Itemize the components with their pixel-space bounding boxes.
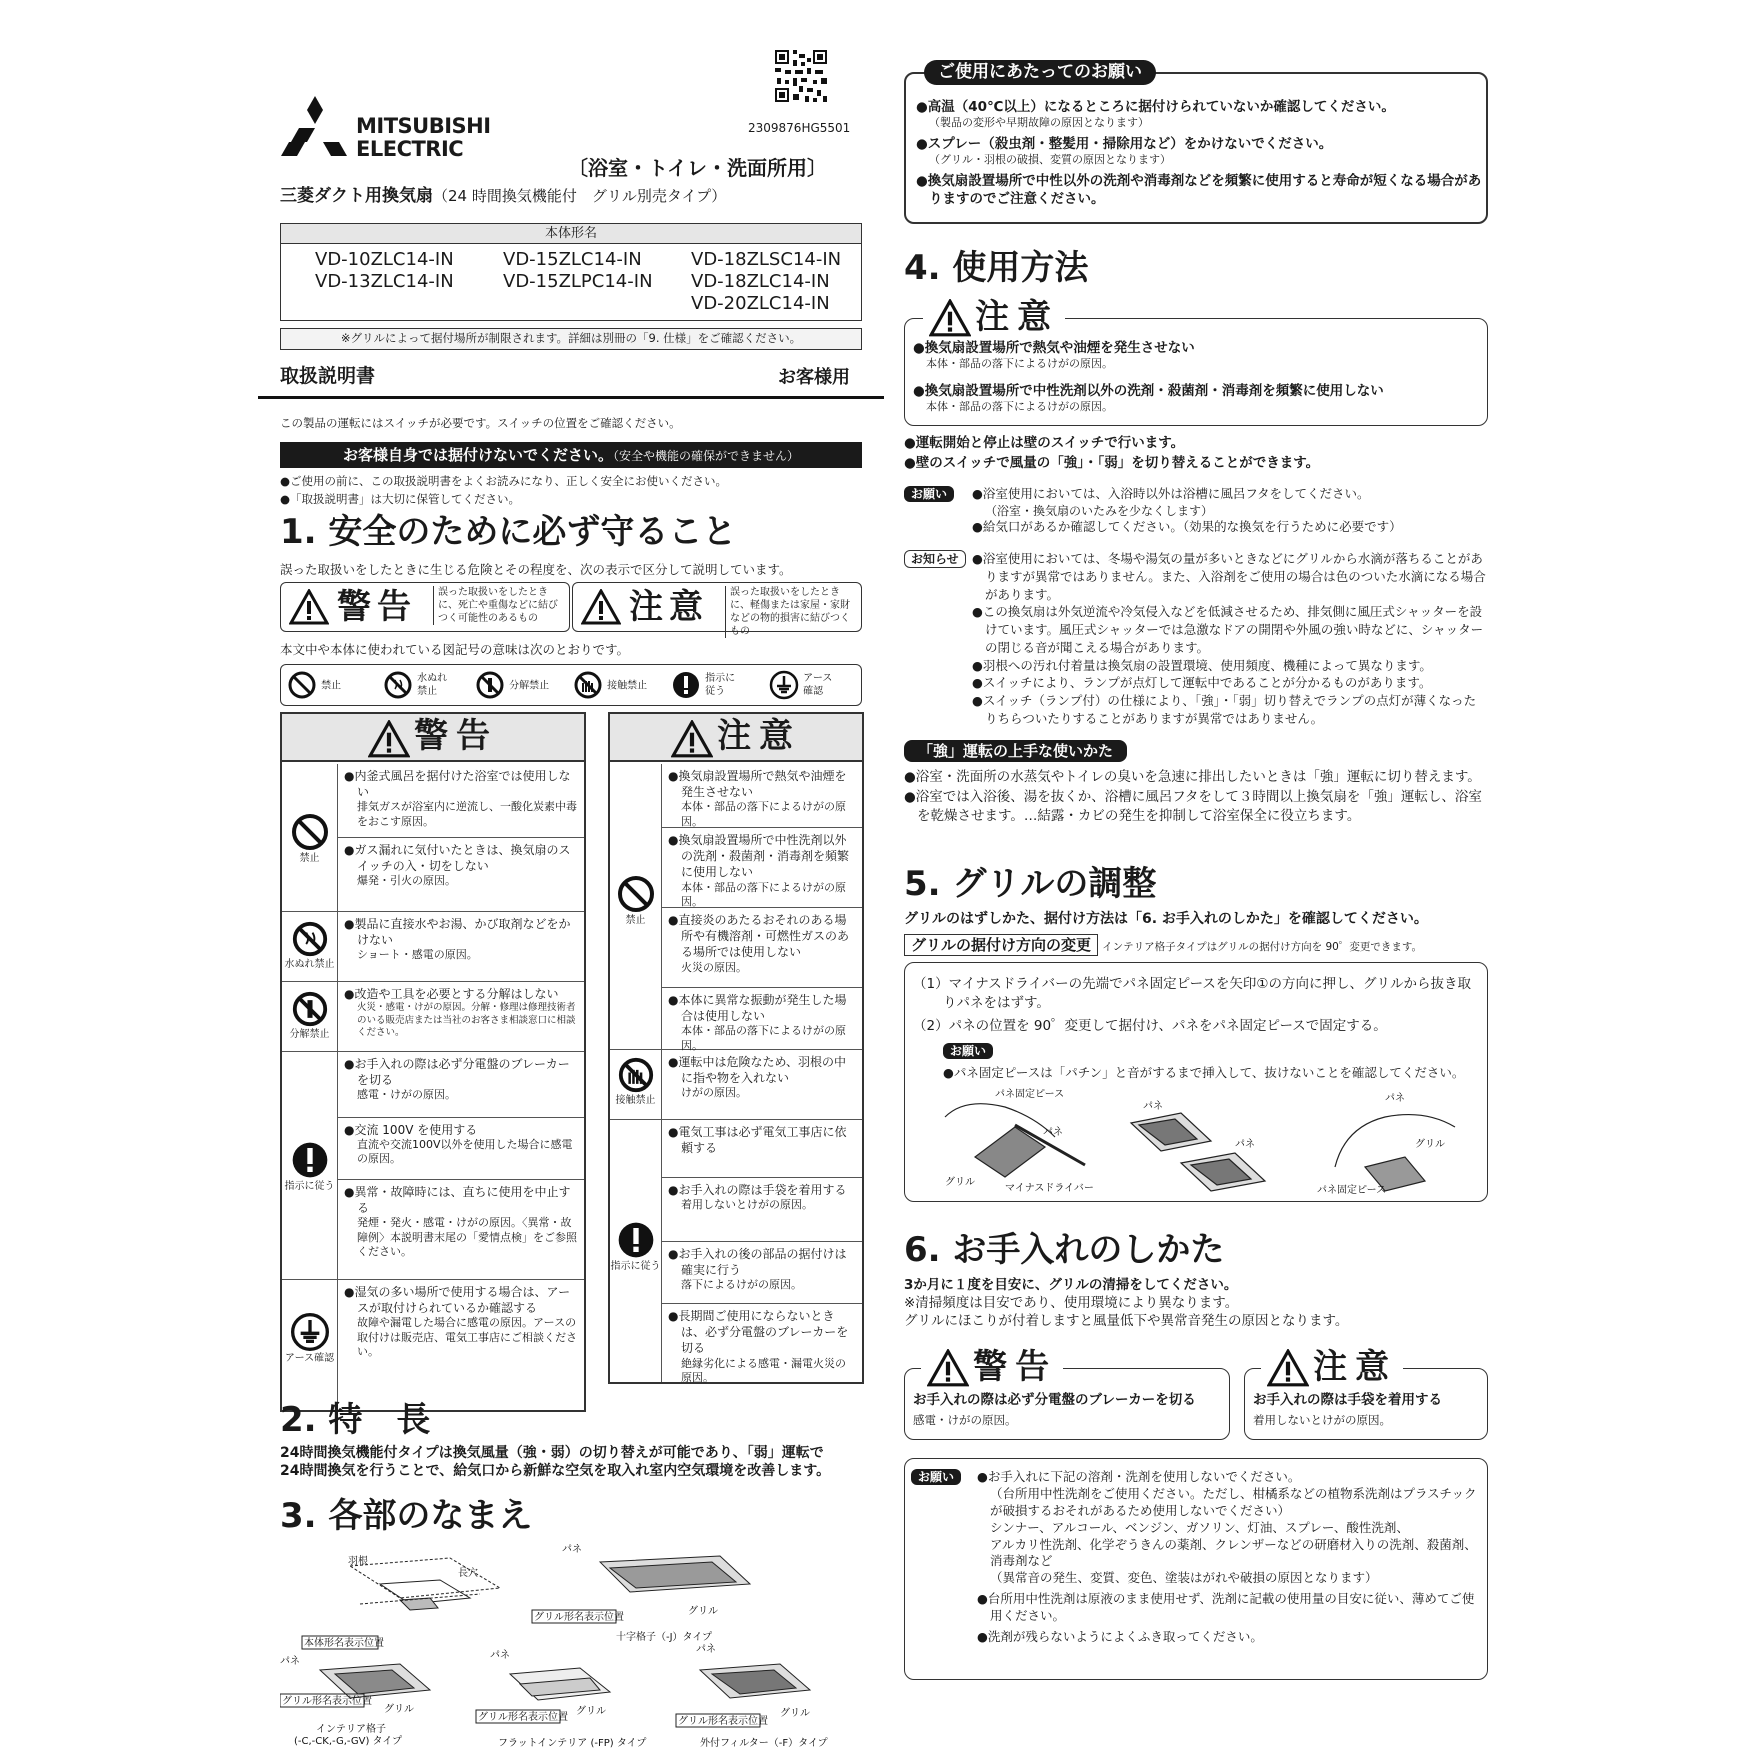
no-disassemble-icon bbox=[291, 990, 329, 1028]
s6-item-0-list-2: 消毒剤など bbox=[990, 1553, 1053, 1569]
s6-item-2: ●洗剤が残らないようによくふき取ってください。 bbox=[977, 1628, 1263, 1644]
sym-prohibit: 禁止 bbox=[287, 670, 375, 700]
s5-steps bbox=[913, 975, 1479, 1036]
s4-caut-1-note: 本体・部品の落下によるけがの原因。 bbox=[926, 400, 1113, 414]
symbol-legend bbox=[280, 664, 862, 706]
fig-label-7: グリル bbox=[1415, 1139, 1445, 1150]
product-sub: （24 時間換気機能付 グリル別売タイプ） bbox=[433, 187, 727, 205]
label-grill-3: グリル bbox=[576, 1706, 606, 1717]
s5-tag-text: ●パネ固定ピースは「パチン」と音がするまで挿入して、抜けないことを確認してください。 bbox=[943, 1065, 1465, 1080]
s6-caution-text: お手入れの際は手袋を着用する bbox=[1253, 1392, 1442, 1408]
warn-grp-earth: アース確認 bbox=[282, 1280, 338, 1410]
onegai-0-note: （浴室・換気扇のいたみを少なくします） bbox=[985, 503, 1214, 518]
caut-item-8: ●長期間ご使用にならないときは、必ず分電盤のブレーカーを切る 絶縁劣化による感電・漏電火災の原因。 bbox=[668, 1309, 849, 1384]
no-disassemble-icon bbox=[475, 670, 505, 700]
intro-list bbox=[280, 474, 870, 507]
warn-grp-mandatory: 指示に従う bbox=[282, 1052, 338, 1280]
caut-grp-no-touch: 接触禁止 bbox=[610, 1050, 662, 1120]
sym-no-water: 水ぬれ禁止 bbox=[383, 670, 473, 700]
s4-op-0: ●運転開始と停止は壁のスイッチで行います。 bbox=[904, 435, 1185, 451]
s5-tag: お願い bbox=[943, 1043, 993, 1059]
s6-item-1: ●台所用中性洗剤は原液のまま使用せず、洗剤に記載の使用量の目安に従い、薄めてご使用ください。 bbox=[977, 1591, 1475, 1623]
caut-item-7: ●お手入れの後の部品の据付けは確実に行う 落下によるけがの原因。 bbox=[662, 1242, 862, 1304]
manual-title: 取扱説明書 bbox=[280, 365, 376, 387]
header-rule bbox=[258, 396, 884, 399]
s6-caution-note: 着用しないとけがの原因。 bbox=[1253, 1413, 1391, 1427]
request-box bbox=[904, 62, 1488, 224]
s6-lead bbox=[904, 1276, 1348, 1331]
req-1: ●スプレー（殺虫剤・整髪用・掃除用など）をかけないでください。 bbox=[916, 136, 1333, 153]
model-4: VD-18ZLSC14-IN bbox=[691, 249, 842, 270]
oshirase-0: ●浴室使用においては、冬場や湯気の量が多いときなどにグリルから水滴が落ちることがありますが異常ではありません。また、入浴剤をご使用の場合は色のついた水滴になる場合があります。 bbox=[972, 551, 1486, 602]
caut-grp-prohibit: 禁止 bbox=[610, 764, 662, 1050]
s6-caution-box bbox=[1244, 1347, 1488, 1440]
s5-step-2: （2）パネの位置を 90゜変更して据付け、パネをパネ固定ピースで固定する。 bbox=[913, 1017, 1387, 1034]
s4-onegai bbox=[904, 486, 1488, 536]
usage-heading: 〔浴室・トイレ・洗面所用〕 bbox=[568, 156, 827, 180]
caut-item-1: ●換気扇設置場所で中性洗剤以外の洗剤・殺菌剤・消毒剤を頻繁に使用しない 本体・部品の落下によるけがの原因。 bbox=[662, 828, 862, 908]
fig-label-3: マイナスドライバー bbox=[1005, 1183, 1094, 1194]
warn-item-6: ●異常・故障時には、直ちに使用を中止する 発煙・発火・感電・けがの原因。〈異常・故障例〉本説明書末尾の「愛情点検」をご参照ください。 bbox=[338, 1180, 584, 1280]
warning-table-header: 警告 bbox=[282, 714, 584, 762]
s5-title: 5. グリルの調整 bbox=[904, 864, 1157, 904]
s6-item-0-list-0: シンナー、アルコール、ベンジン、ガソリン、灯油、スプレー、酸性洗剤、 bbox=[990, 1519, 1409, 1535]
warning-triangle-icon bbox=[581, 589, 621, 625]
s4-caution-items bbox=[913, 339, 1473, 415]
warn-item-2: ●製品に直接水やお湯、かび取剤などをかけない ショート・感電の原因。 bbox=[338, 912, 584, 982]
model-1: VD-13ZLC14-IN bbox=[315, 271, 454, 292]
caution-table bbox=[608, 712, 864, 1384]
caution-table-header: 注意 bbox=[610, 714, 862, 762]
s6-warning-note: 感電・けがの原因。 bbox=[913, 1413, 1017, 1427]
prohibit-icon bbox=[287, 670, 317, 700]
s5-lead: グリルのはずしかた、据付け方法は「6. お手入れのしかた」を確認してください。 bbox=[904, 911, 1428, 927]
brand-line1: MITSUBISHI bbox=[356, 114, 491, 138]
s6-item-0-list-1: アルカリ性洗剤、化学ぞうきんの薬剤、クレンザーなどの研磨材入りの洗剤、殺菌剤、 bbox=[990, 1536, 1477, 1552]
label-grill-name-3: グリル形名表示位置 bbox=[478, 1712, 568, 1723]
label-grill-name-1: グリル形名表示位置 bbox=[534, 1612, 624, 1623]
caut-item-6: ●お手入れの際は手袋を着用する 着用しないとけがの原因。 bbox=[662, 1178, 862, 1242]
warn-grp-no-disassemble: 分解禁止 bbox=[282, 982, 338, 1052]
model-0: VD-10ZLC14-IN bbox=[315, 249, 454, 270]
fig-label-8: パネ固定ピース bbox=[1317, 1185, 1387, 1196]
oshirase-1: ●この換気扇は外気逆流や冷気侵入などを低減させるため、排気側に風圧式シャッターを設けています。風圧式シャッターでは急激なドアの開閉や外風の強い時などに、シャッターの閉じる音が聞こえる場合があります。 bbox=[972, 604, 1484, 655]
fig-label-4: パネ bbox=[1143, 1101, 1163, 1112]
s6-title: 6. お手入れのしかた bbox=[904, 1230, 1225, 1270]
s6-warning-text: お手入れの際は必ず分電盤のブレーカーを切る bbox=[913, 1392, 1196, 1408]
warn-grp-prohibit: 禁止 bbox=[282, 764, 338, 912]
earth-icon bbox=[769, 670, 799, 700]
no-touch-icon bbox=[573, 670, 603, 700]
model-header: 本体形名 bbox=[281, 224, 861, 244]
warn-item-4: ●お手入れの際は必ず分電盤のブレーカーを切る 感電・けがの原因。 bbox=[338, 1052, 584, 1118]
grill-adjust-figure bbox=[935, 1087, 1475, 1199]
s5-step-1: （1）マイナスドライバーの先端でパネ固定ピースを矢印①の方向に押し、グリルから抜き取りパネをはずす。 bbox=[913, 976, 1471, 1011]
label-nagaana: 長穴 bbox=[458, 1568, 478, 1579]
symbol-lead: 本文中や本体に使われている図記号の意味は次のとおりです。 bbox=[280, 642, 630, 657]
s2-text: 24時間換気機能付タイプは換気風量（強・弱）の切り替えが可能であり、「弱」運転で 24時間換気を行うことで、給気口から新鮮な空気を取入れ室内空気環境を改善します。 bbox=[280, 1445, 831, 1480]
s6-tag: お願い bbox=[911, 1469, 961, 1485]
warning-triangle-icon bbox=[368, 720, 410, 758]
warning-triangle-icon bbox=[927, 1349, 969, 1387]
caut-item-5: ●電気工事は必ず電気工事店に依頼する bbox=[662, 1120, 862, 1178]
warning-triangle-icon bbox=[671, 720, 713, 758]
brand-line2: ELECTRIC bbox=[356, 137, 464, 161]
product-main: 三菱ダクト用換気扇 bbox=[280, 186, 433, 206]
caut-item-3: ●本体に異常な振動が発生した場合は使用しない 本体・部品の落下によるけがの原因。 bbox=[662, 988, 862, 1050]
label-flat-type: フラットインテリア (-FP) タイプ bbox=[498, 1738, 647, 1749]
fig-label-2: グリル bbox=[945, 1177, 975, 1188]
sym-no-disassemble: 分解禁止 bbox=[475, 670, 569, 700]
warn-item-3: ●改造や工具を必要とする分解はしない 火災・感電・けがの原因。分解・修理は修理技術者のいる販売店または当社のお客さま相談窓口に相談ください。 bbox=[338, 982, 584, 1052]
s6-lead-0: 3か月に１度を目安に、グリルの清掃をしてください。 bbox=[904, 1277, 1238, 1293]
s6-warning-box bbox=[904, 1347, 1230, 1440]
caut-item-0: ●換気扇設置場所で熱気や油煙を発生させない 本体・部品の落下によるけがの原因。 bbox=[662, 764, 862, 828]
model-table bbox=[280, 223, 862, 321]
label-grill-4: グリル bbox=[780, 1708, 810, 1719]
onegai-1: ●給気口があるか確認してください。（効果的な換気を行うために必要です） bbox=[972, 519, 1402, 535]
label-grill-2: グリル bbox=[384, 1704, 414, 1715]
tips-title: 「強」運転の上手な使いかた bbox=[904, 740, 1127, 762]
tip-1: ●浴室では入浴後、湯を抜くか、浴槽に風呂フタをして３時間以上換気扇を「強」運転し、浴室を乾燥させます。…結露・カビの発生を抑制して浴室保全に役立ちます。 bbox=[904, 788, 1482, 825]
oshirase-2: ●羽根への汚れ付着量は換気扇の設置環境、使用頻度、機種によって異なります。 bbox=[972, 657, 1432, 673]
onegai-tag: お願い bbox=[904, 486, 954, 502]
warn-item-1: ●ガス漏れに気付いたときは、換気扇のスイッチの入・切をしない 爆発・引火の原因。 bbox=[338, 838, 584, 912]
warn-item-7: ●湿気の多い場所で使用する場合は、アースが取付けられているか確認する 故障や漏電した場合に感電の原因。アースの取付けは販売店、電気工事店にご相談ください。 bbox=[344, 1285, 577, 1358]
caut-item-4: ●運転中は危険なため、羽根の中に指や物を入れない けがの原因。 bbox=[662, 1050, 862, 1120]
label-interior-type: (-C,-CK,-G,-GV) タイプ bbox=[294, 1736, 403, 1747]
caut-grp-mandatory: 指示に従う bbox=[610, 1120, 662, 1382]
s1-lead: 誤った取扱いをしたときに生じる危険とその程度を、次の表示で区分して説明しています。 bbox=[280, 562, 792, 577]
grill-note: ※グリルによって据付場所が制限されます。詳細は別冊の「9. 仕様」をご確認ください。 bbox=[280, 328, 862, 350]
no-touch-icon bbox=[617, 1056, 655, 1094]
label-body-name: 本体形名表示位置 bbox=[304, 1638, 384, 1649]
warn-item-5: ●交流 100V を使用する 直流や交流100V以外を使用した場合に感電の原因。 bbox=[338, 1118, 584, 1180]
s2-title: 2. 特 長 bbox=[280, 1400, 431, 1440]
s4-caution-box bbox=[904, 297, 1488, 426]
s6-item-0-note: （台所用中性洗剤をご使用ください。ただし、柑橘系などの植物系洗剤はプラスチックが破損するおそれがあるため使用しないでください） bbox=[990, 1485, 1477, 1518]
req-2: ●換気扇設置場所で中性以外の洗剤や消毒剤などを頻繁に使用すると寿命が短くなる場合がありますのでご注意ください。 bbox=[916, 173, 1482, 208]
s6-items bbox=[977, 1469, 1481, 1646]
install-banner-text: お客様自身では据付けないでください。 bbox=[342, 446, 613, 464]
tips-list bbox=[904, 768, 1488, 827]
label-pane-4: パネ bbox=[696, 1644, 716, 1655]
mandatory-icon bbox=[616, 1220, 656, 1260]
label-pane-3: パネ bbox=[490, 1650, 510, 1661]
s4-oshirase bbox=[904, 550, 1488, 728]
req-1-note: （グリル・羽根の破損、変質の原因となります） bbox=[929, 153, 1171, 167]
oshirase-3: ●スイッチにより、ランプが点灯して運転中であることが分かるものがあります。 bbox=[972, 675, 1432, 691]
req-0: ●高温（40℃以上）になるところに据付けられていないか確認してください。 bbox=[916, 99, 1395, 115]
parts-figure bbox=[280, 1544, 880, 1750]
label-pane-1: パネ bbox=[562, 1544, 582, 1555]
intro-0: ●ご使用の前に、この取扱説明書をよくお読みになり、正しく安全にお使いください。 bbox=[280, 474, 728, 488]
s3-title: 3. 各部のなまえ bbox=[280, 1496, 533, 1536]
warn-item-0: ●内釜式風呂を据付けた浴室では使用しない 排気ガスが浴室内に逆流し、一酸化炭素中毒をおこす原因。 bbox=[338, 764, 584, 838]
install-banner bbox=[280, 442, 862, 468]
onegai-0: ●浴室使用においては、入浴時以外は浴槽に風呂フタをしてください。 bbox=[972, 486, 1370, 501]
customer-label: お客様用 bbox=[778, 367, 850, 388]
model-2: VD-15ZLC14-IN bbox=[503, 249, 642, 270]
warning-triangle-icon bbox=[929, 299, 971, 337]
model-6: VD-20ZLC14-IN bbox=[691, 293, 830, 314]
warn-grp-no-water: 水ぬれ禁止 bbox=[282, 912, 338, 982]
s5-box-title: グリルの据付け方向の変更 インテリア格子タイプはグリルの据付け方向を 90゜変更できます。 bbox=[904, 934, 1422, 956]
doc-code: 2309876HG5501 bbox=[748, 121, 851, 135]
mandatory-icon bbox=[671, 670, 701, 700]
fig-label-0: パネ固定ピース bbox=[995, 1089, 1065, 1100]
fig-label-1: パネ bbox=[1043, 1127, 1063, 1138]
legend-caution-desc: 誤った取扱いをしたときに、軽傷または家屋・家財などの物的損害に結びつくもの bbox=[725, 586, 857, 638]
oshirase-tag: お知らせ bbox=[904, 550, 966, 568]
install-banner-sub: （安全や機能の確保ができません） bbox=[613, 449, 800, 463]
sym-earth: アース確認 bbox=[769, 670, 859, 700]
fig-label-5: パネ bbox=[1235, 1139, 1255, 1150]
prohibit-icon bbox=[290, 812, 330, 852]
req-0-note: （製品の変形や早期故障の原因となります） bbox=[929, 116, 1149, 130]
warning-triangle-icon bbox=[289, 589, 329, 625]
switch-note: この製品の運転にはスイッチが必要です。スイッチの位置をご確認ください。 bbox=[280, 416, 681, 430]
sym-mandatory: 指示に従う bbox=[671, 670, 765, 700]
intro-1: ●「取扱説明書」は大切に保管してください。 bbox=[280, 491, 521, 506]
label-filter-type: 外付フィルター（-F）タイプ bbox=[700, 1738, 828, 1749]
parts-diagram bbox=[280, 1544, 880, 1750]
warning-table bbox=[280, 712, 586, 1412]
prohibit-icon bbox=[616, 874, 656, 914]
mandatory-icon bbox=[290, 1140, 330, 1180]
s1-title: 1. 安全のために必ず守ること bbox=[280, 512, 737, 552]
s4-caut-1: ●換気扇設置場所で中性洗剤以外の洗剤・殺菌剤・消毒剤を頻繁に使用しない bbox=[913, 383, 1384, 400]
fig-label-6: パネ bbox=[1385, 1093, 1405, 1104]
product-title bbox=[280, 185, 726, 208]
s6-lead-2: グリルにほこりが付着しますと風量低下や異常音発生の原因となります。 bbox=[904, 1313, 1349, 1330]
s4-caution-head: 注意 bbox=[923, 295, 1065, 341]
no-water-icon bbox=[291, 920, 329, 958]
model-3: VD-15ZLPC14-IN bbox=[503, 271, 653, 292]
label-interior: インテリア格子 bbox=[316, 1724, 386, 1735]
model-5: VD-18ZLC14-IN bbox=[691, 271, 830, 292]
request-title: ご使用にあたってのお願い bbox=[924, 60, 1156, 85]
label-pane-2: パネ bbox=[280, 1656, 300, 1667]
oshirase-4: ●スイッチ（ランプ付）の仕様により、「強」・「弱」切り替えでランプの点灯が薄くなったりちらついたりすることがありますが異常ではありません。 bbox=[972, 693, 1477, 726]
qr-code-icon bbox=[773, 48, 829, 104]
s4-title: 4. 使用方法 bbox=[904, 248, 1089, 288]
legend-caution-label: 注意 bbox=[629, 587, 709, 627]
label-grill-name-2: グリル形名表示位置 bbox=[282, 1696, 372, 1707]
warning-triangle-icon bbox=[1267, 1349, 1309, 1387]
caut-item-2: ●直接炎のあたるおそれのある場所や有機溶剤・可燃性ガスのある場所では使用しない 火災の原因。 bbox=[662, 908, 862, 988]
s4-caut-0: ●換気扇設置場所で熱気や油煙を発生させない bbox=[913, 340, 1195, 356]
s6-warning-head: 警告 bbox=[921, 1345, 1063, 1391]
label-grill-name-4: グリル形名表示位置 bbox=[678, 1716, 768, 1727]
s6-item-0: ●お手入れに下記の溶剤・洗剤を使用しないでください。 bbox=[977, 1469, 1301, 1484]
sym-no-touch: 接触禁止 bbox=[573, 670, 667, 700]
legend-warning-label: 警告 bbox=[337, 587, 417, 627]
s6-caution-head: 注意 bbox=[1261, 1345, 1403, 1391]
label-cross-type: 十字格子（-J）タイプ bbox=[616, 1632, 713, 1643]
legend-warning-desc: 誤った取扱いをしたときに、死亡や重傷などに結びつく可能性のあるもの bbox=[433, 586, 565, 625]
request-items bbox=[916, 98, 1482, 209]
s6-onegai-box bbox=[904, 1458, 1488, 1680]
s6-item-0-note2: （異常音の発生、変質、変色、塗装はがれや破損の原因となります） bbox=[990, 1570, 1378, 1586]
earth-icon bbox=[290, 1312, 330, 1352]
mitsubishi-logo-icon bbox=[280, 96, 350, 158]
s4-op-1: ●壁のスイッチで風量の「強」・「弱」を切り替えることができます。 bbox=[904, 455, 1320, 472]
s5-box bbox=[904, 962, 1488, 1202]
s4-ops bbox=[904, 434, 1319, 472]
no-water-icon bbox=[383, 670, 413, 700]
s4-caut-0-note: 本体・部品の落下によるけがの原因。 bbox=[926, 357, 1113, 371]
label-hane: 羽根 bbox=[348, 1556, 368, 1567]
s6-lead-1: ※清掃頻度は目安であり、使用環境により異なります。 bbox=[904, 1295, 1239, 1312]
tip-0: ●浴室・洗面所の水蒸気やトイレの臭いを急速に排出したいときは「強」運転に切り替えます。 bbox=[904, 769, 1481, 785]
legend-warning bbox=[280, 582, 570, 632]
legend-caution bbox=[572, 582, 862, 637]
label-grill-1: グリル bbox=[688, 1606, 718, 1617]
